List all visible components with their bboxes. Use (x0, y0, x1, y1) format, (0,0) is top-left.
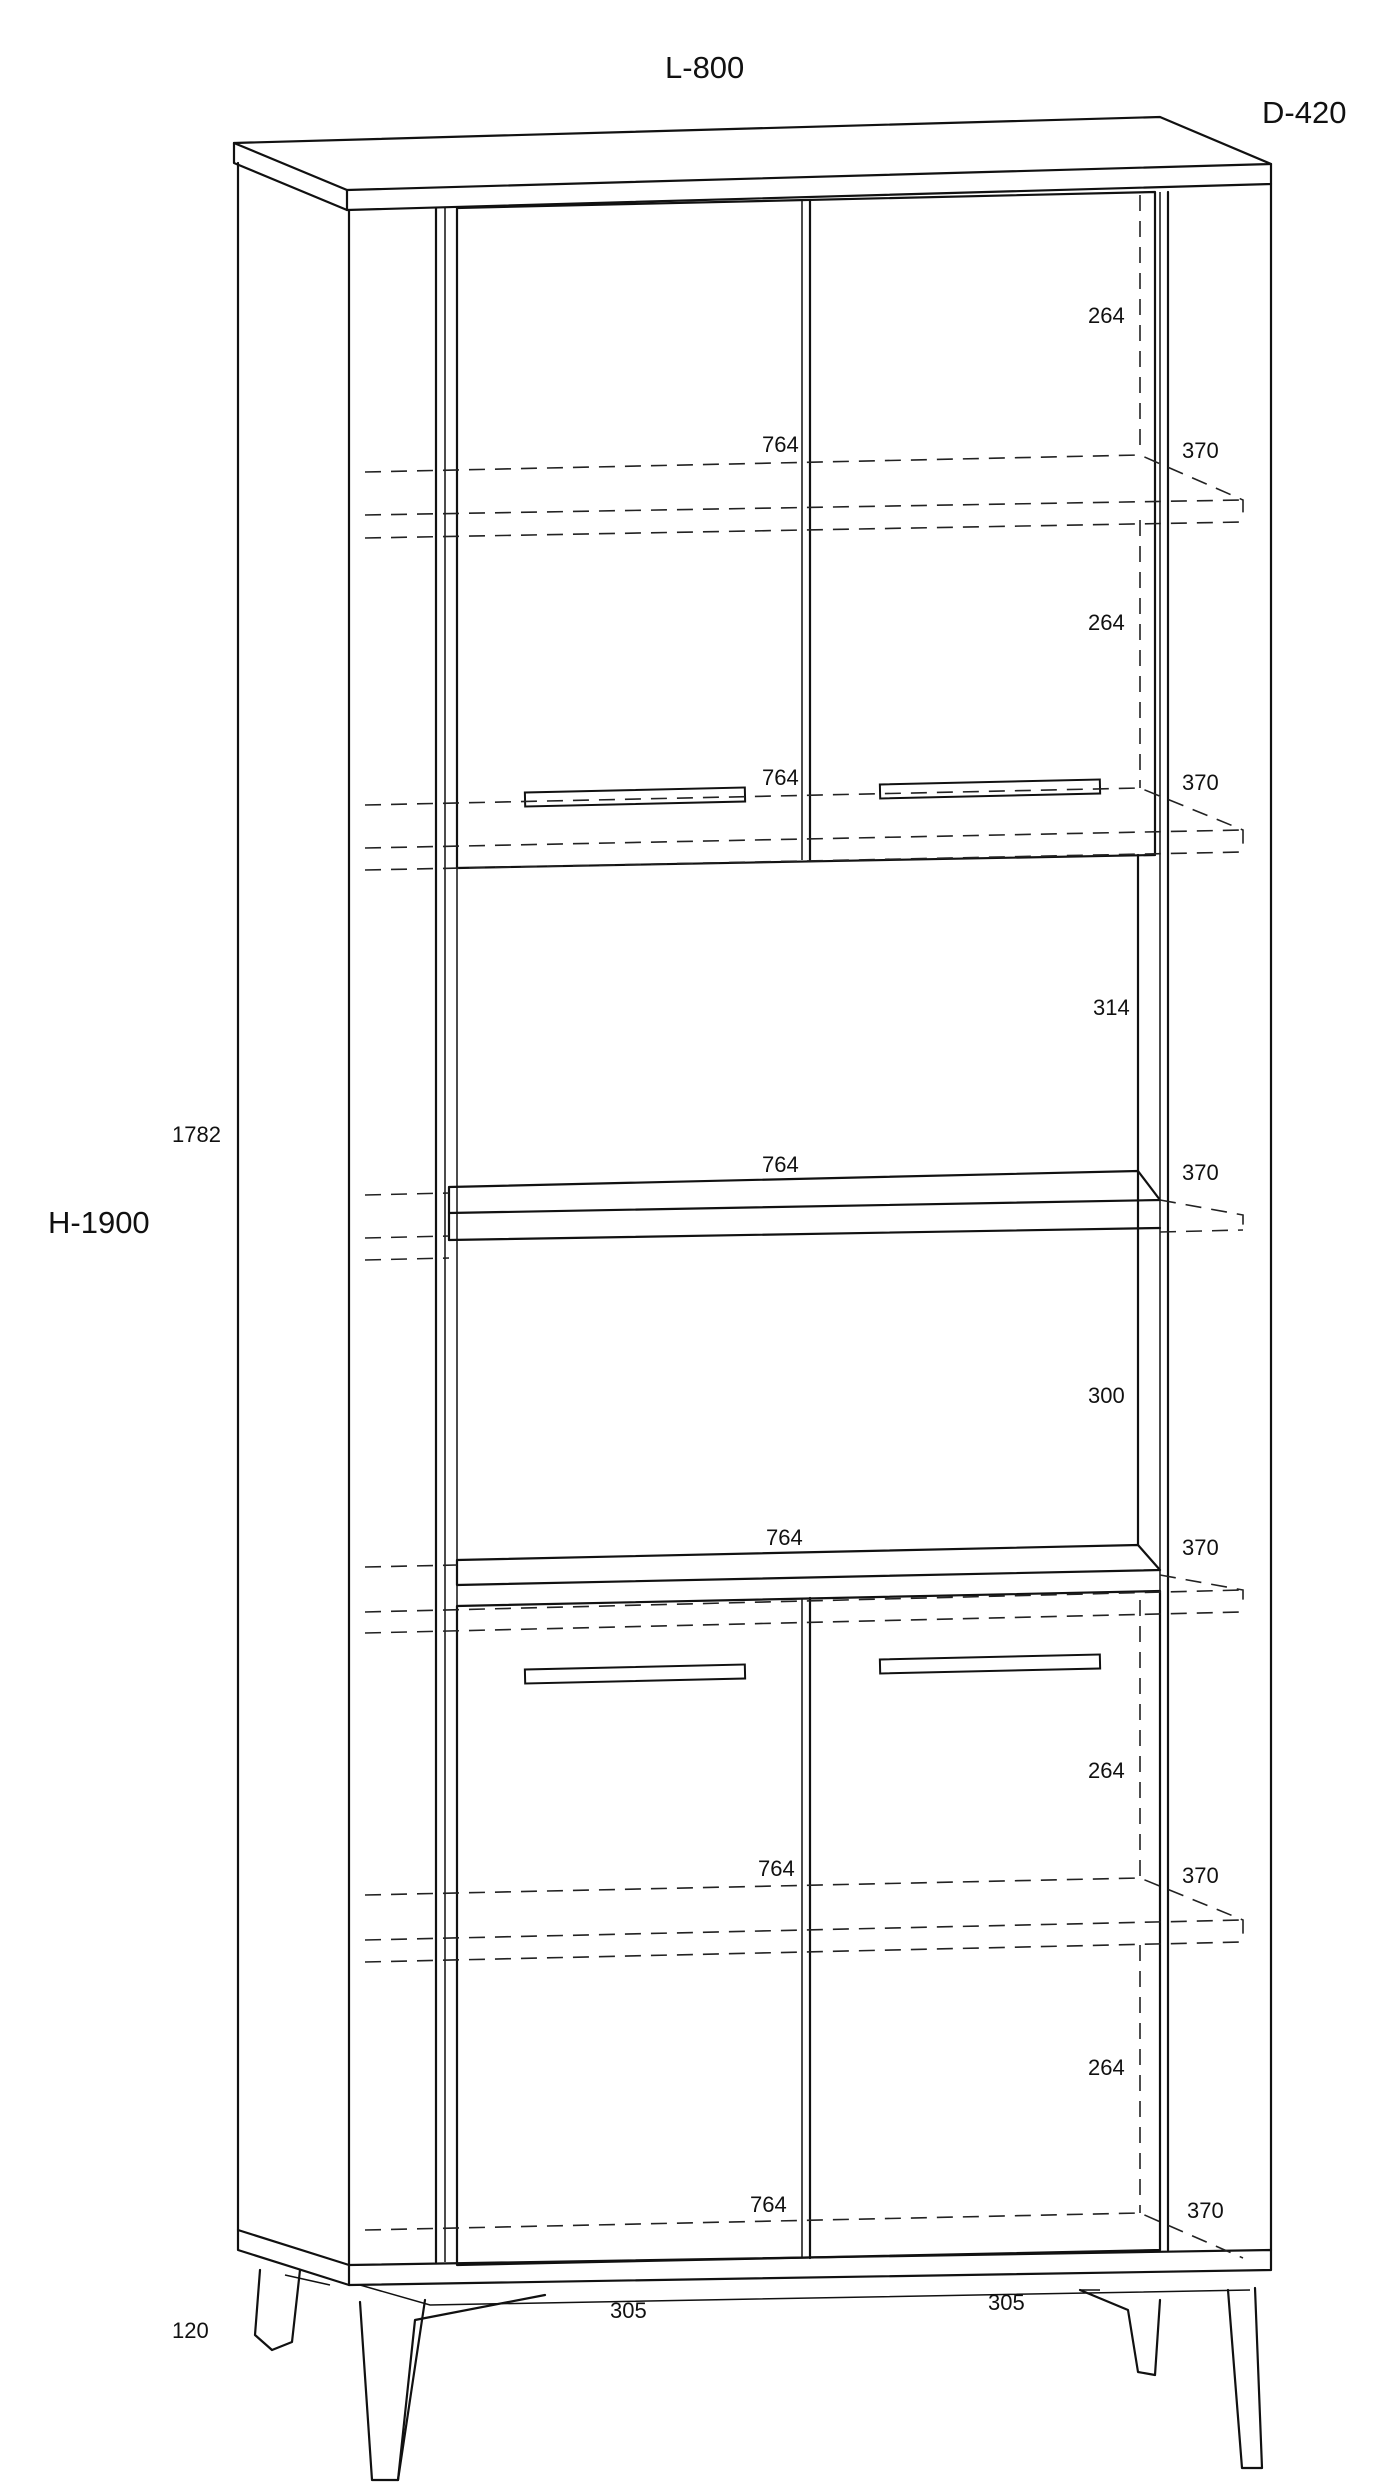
gap-height-label: 264 (1088, 2055, 1125, 2080)
leg-back-left (255, 2270, 330, 2350)
gap-height-label: 264 (1088, 610, 1125, 635)
shelf-lines-1 (365, 455, 1243, 538)
top-panel (234, 117, 1271, 210)
shelf-depth-label: 370 (1187, 2198, 1224, 2223)
shelf-width-label: 764 (766, 1525, 803, 1550)
shelf-width-label: 764 (750, 2192, 787, 2217)
plinth (238, 2230, 1271, 2305)
shelf-depth-label: 370 (1182, 1535, 1219, 1560)
leg-offset-right-label: 305 (988, 2290, 1025, 2315)
shelf-depth-label: 370 (1182, 438, 1219, 463)
shelf-depth-label: 370 (1182, 770, 1219, 795)
shelf-depth-label: 370 (1182, 1863, 1219, 1888)
body-height-label: 1782 (172, 1122, 221, 1147)
width-label: L-800 (665, 50, 745, 85)
shelf-width-label: 764 (762, 1152, 799, 1177)
shelf-width-label: 764 (762, 432, 799, 457)
leg-front-right (1228, 2288, 1262, 2468)
lower-left-door-handle (525, 1665, 745, 1684)
leg-height-label: 120 (172, 2318, 209, 2343)
depth-label: D-420 (1262, 95, 1347, 130)
gap-height-label: 264 (1088, 1758, 1125, 1783)
gap-height-label: 264 (1088, 303, 1125, 328)
lower-right-door-handle (880, 1655, 1100, 1674)
lower-doors (457, 1591, 1160, 2265)
shelf-lines-5 (365, 1878, 1243, 1962)
leg-offset-left-label: 305 (610, 2298, 647, 2323)
right-side-panel (1160, 184, 1271, 2250)
shelf-width-label: 764 (762, 765, 799, 790)
open-shelves (449, 855, 1160, 1585)
left-side-panel (238, 163, 457, 2265)
leg-back-right (1080, 2290, 1160, 2375)
height-label: H-1900 (48, 1205, 150, 1240)
shelf-lines-3 (365, 1193, 1243, 1260)
upper-doors (457, 192, 1155, 868)
leg-front-left (360, 2295, 545, 2480)
gap-height-label: 314 (1093, 995, 1130, 1020)
shelf-width-label: 764 (758, 1856, 795, 1881)
shelf-depth-label: 370 (1182, 1160, 1219, 1185)
shelf-lines-2 (365, 788, 1243, 870)
gap-height-label: 300 (1088, 1383, 1125, 1408)
